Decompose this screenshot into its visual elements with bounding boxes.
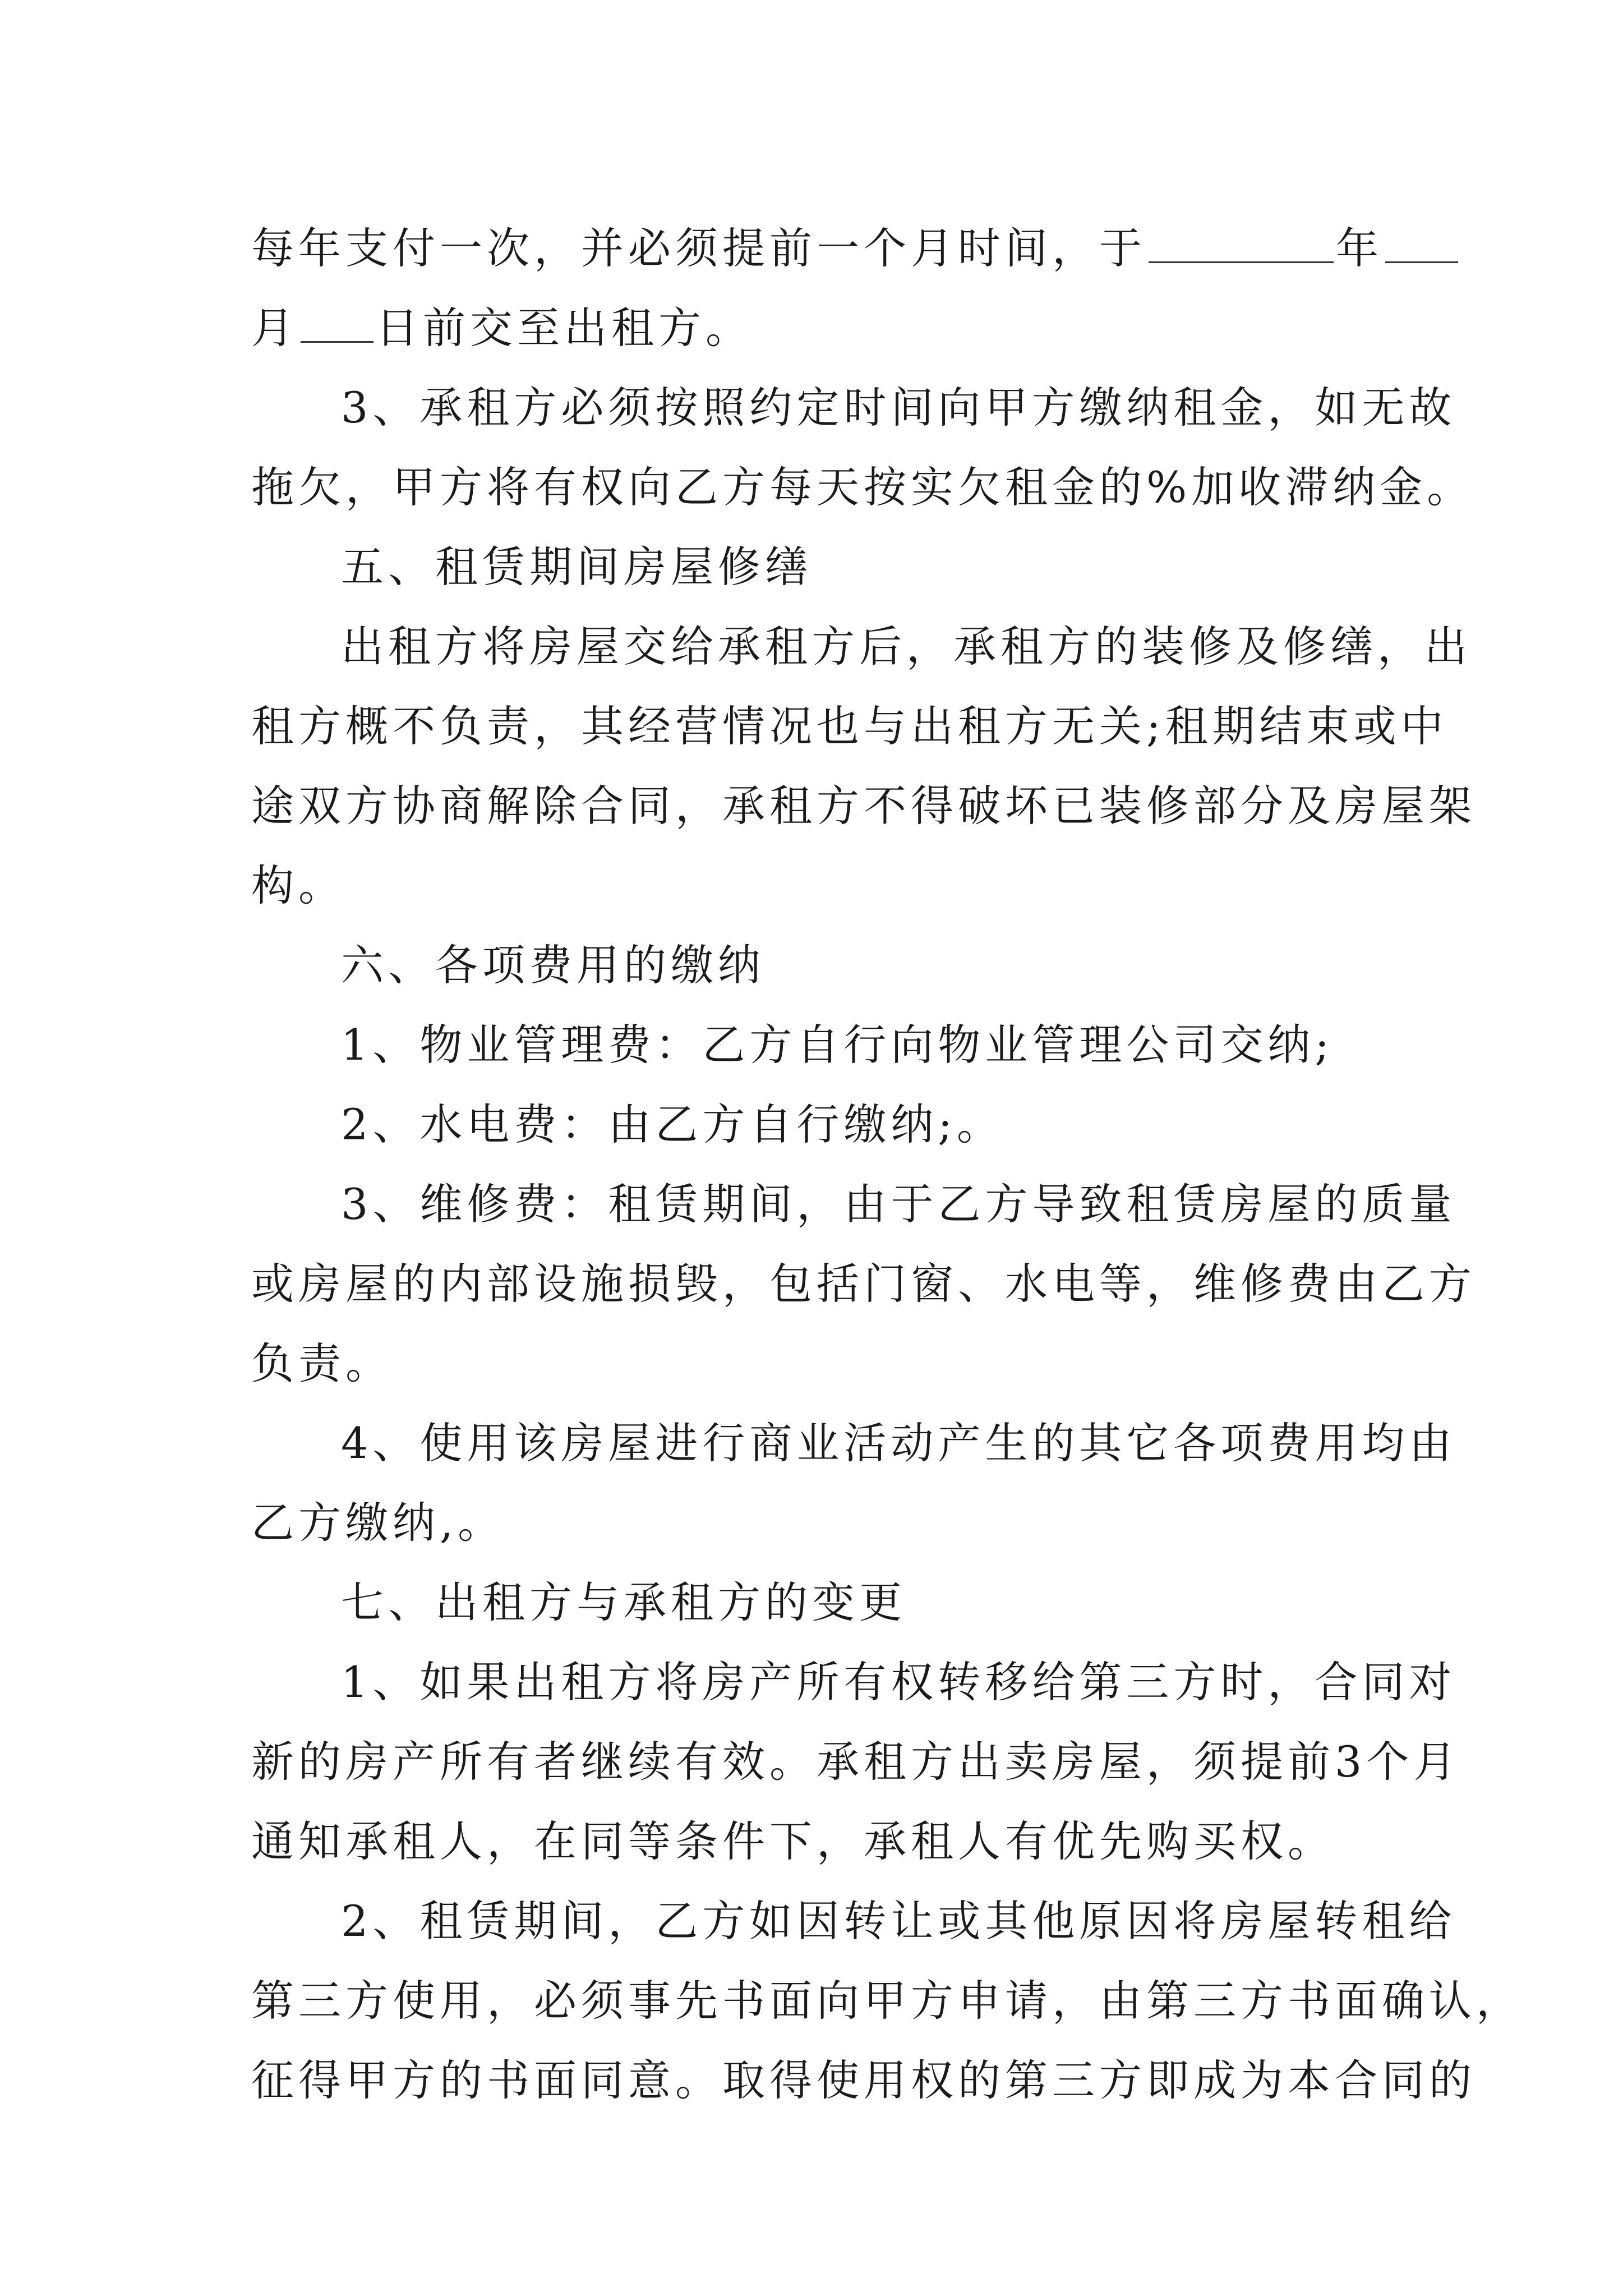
text-line: 拖欠，甲方将有权向乙方每天按实欠租金的%加收滞纳金。 [251,462,1474,512]
text-line: 第三方使用，必须事先书面向甲方申请，由第三方书面确认， [251,1976,1523,2026]
text-line: 构。 [251,861,345,910]
paragraph-line: 4、使用该房屋进行商业活动产生的其它各项费用均由 [341,1418,1456,1468]
section-heading: 六、各项费用的缴纳 [341,940,765,990]
text-line: 租方概不负责，其经营情况也与出租方无关;租期结束或中 [251,701,1448,751]
section-heading: 五、租赁期间房屋修缮 [341,542,812,592]
fill-in-blank-year [1149,228,1334,263]
text-line [251,288,1390,368]
paragraph-line: 3、维修费：租赁期间，由于乙方导致租赁房屋的质量 [341,1179,1456,1229]
text-line: 途双方协商解除合同，承租方不得破坏已装修部分及房屋架 [251,781,1476,831]
paragraph-line: 2、水电费：由乙方自行缴纳;。 [341,1099,1004,1149]
text-line [251,209,1390,288]
paragraph-line: 出租方将房屋交给承租方后，承租方的装修及修缮，出 [341,622,1472,671]
paragraph-line: 1、物业管理费：乙方自行向物业管理公司交纳; [341,1020,1334,1070]
text-line: 负责。 [251,1338,393,1388]
text-line: 或房屋的内部设施损毁，包括门窗、水电等，维修费由乙方 [251,1259,1476,1309]
text-line: 乙方缴纳,。 [251,1498,505,1548]
text-segment: 日前交至出租方。 [376,303,753,353]
text-line: 通知承租人，在同等条件下，承租人有优先购买权。 [251,1816,1335,1866]
text-segment: 年 [1336,223,1383,273]
fill-in-blank-month [1385,228,1458,263]
text-segment: 月 [251,303,298,353]
section-heading: 七、出租方与承租方的变更 [341,1577,906,1627]
text-line: 新的房产所有者继续有效。承租方出卖房屋，须提前3个月 [251,1737,1461,1787]
text-segment: 每年支付一次，并必须提前一个月时间，于 [251,223,1146,273]
paragraph-line: 1、如果出租方将房产所有权转移给第三方时，合同对 [341,1657,1456,1707]
document-body [251,209,1523,2120]
paragraph-line: 3、承租方必须按照约定时间向甲方缴纳租金，如无故 [341,383,1456,432]
paragraph-line: 2、租赁期间，乙方如因转让或其他原因将房屋转租给 [341,1896,1456,1946]
fill-in-blank-day [301,307,374,343]
text-line: 征得甲方的书面同意。取得使用权的第三方即成为本合同的 [251,2055,1476,2105]
